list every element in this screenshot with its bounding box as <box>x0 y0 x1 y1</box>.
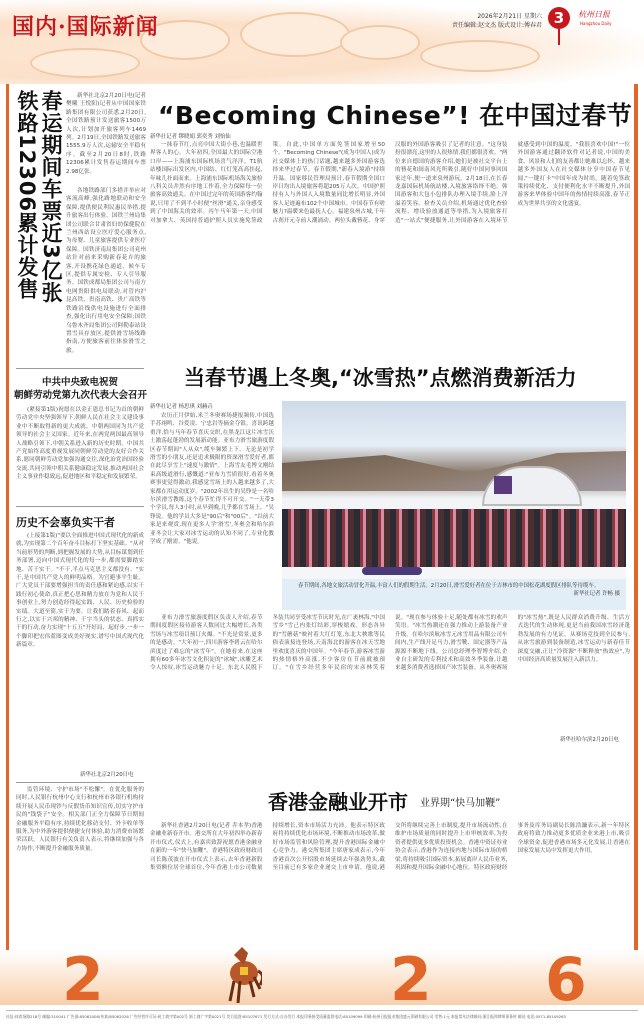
photo-caption <box>282 579 626 610</box>
divider <box>16 782 144 783</box>
crowd-of-skiers <box>282 509 626 567</box>
photo-caption-text: 春节期间,各地文旅活动冒化升温,丰富人们的假期生活。2月20日,滑雪爱好者在位于吉林市的中国松花湖度假区排队等待缆车。 <box>298 583 600 589</box>
footer-publication-info: 社址:体育场路218号 邮编:310041 广告部:85062006(传真)85062026 广告经营许可证:杭工商字第002号 浙工商广字第0021号 发行监督:85107671 发行方式:自办发行 本报印务接受质量监督电话:85109099 印刷:杭州日报报业集团盛元印刷有限公司 零售:1元 本报常年法律顾问:浙江振邦律师事务所 邮局 电话:0571-85109263 <box>6 1010 638 1020</box>
cloud-decoration <box>420 40 540 72</box>
lantern-tassel-icon <box>558 29 560 45</box>
newspaper-logo: 杭州日报 <box>578 10 610 19</box>
section-title: 国内·国际新闻 <box>12 14 159 40</box>
issue-date: 2026年2月21日 星期六 <box>477 13 542 20</box>
article2-byline: 新华社记者 杨思琪 刘赫垚 <box>150 404 213 410</box>
article1-byline: 新华社记者 缪晓娟 郭奕秀 刘怡仙 <box>150 134 231 140</box>
article2-dateline: 新华社哈尔滨2月20日电 <box>560 737 619 743</box>
article2-body-left: 农历正月伊始,米兰冬奥赛场捷报频传,中国选手苏翊鸣、谷爱凌、宁忠岩等摘金夺银。喜讯跨越重洋,恰与马年春节喜庆交织,在黑龙江这片冰雪沃土激荡起蓬勃的发展新动能。亚布力滑雪旅游度假区春节期间"人从众",缆车频繁上下。无论是初学滑雪的小朋友,还是追求极限的资深滑雪爱好者,都在此尽享雪上"速度与激情"。上海雪友毛博文刚结束高级道滑行,感慨道:"亚布力雪质很好,看着冬奥赛事更觉得激动,我感觉雪场上的人越来越多了,大家都在用运动度岁。"2002年出生的吴铮是一名哈尔滨滑雪教练,这个春节忙得不可开交。"一天带3个学员,每人3小时,从早到晚,几乎都在雪场上。"吴铮说。他的学员大多是"90后"和"00后"。"以前大家是来观赏,现在更多人学'滑雪',冬奥会和哈尔滨亚冬会让大家对冰雪运动的认知不同了,专业化教学成了刚需。"他说。 <box>150 413 274 546</box>
snowboard <box>362 567 422 575</box>
history-dateline: 新华社北京2月20日电 <box>80 772 134 778</box>
article1-headline: “Becoming Chinese”! 在中国过春节 <box>158 101 633 130</box>
rail-headline-col1: 铁路12306累计发售 <box>15 90 39 301</box>
cloud-decoration <box>30 48 140 78</box>
korea-article-body: (紧接第1版)祝愿在以金正恩总书记为首的朝鲜劳动党中央坚强领导下,朝鲜人民在社会主义建设事业中不断取得新的更大成就。中朝两国同为共产党领导的社会主义国家。近年来,在两党两国最高领导人战略引领下,中朝关系进入新的历史时期。中国共产党始终高度重视发展同朝鲜劳动党的友好合作关系,愿同朝鲜劳动党加强沟通交往,深化治党治国经验交流,共同引领中朝关系健康稳定发展,推动两国社会主义事业作稳致远,促进地区和平稳定和发展繁荣。 <box>16 407 144 481</box>
newspaper-logo-sub: Hangzhou Daily <box>580 21 612 26</box>
article1-body: 一抹春节红,点亮中国大街小巷,也温暖世界客人的心。大年初四,全国最大的国际空港口岸——上海浦东国际机场喜气洋洋。T1航站楼国际出发区内,中国结、红灯笼高高挂起,年味儿扑面而来。上海浦东国际机场海关旅检八科关员井然有序地工作着,全力保障每一位旅客高效通关。在中国过完年的英国游客约翰说,只用了不到半小时便"丝滑"通关,亲身感受到了中国海关的效率。丙午马年第一天,中国对加拿大、英国持普通护照人员实施免签政策。自此,中国单方面免签国家增至50个。"Becoming Chinese"(成为中国人)成为社交媒体上的热门话题,越来越多外国游客选择来华过春节。春节假期,"新春入境游"持续升温。国家移民管理局预计,春节假期全国口岸日均出入境旅客将超205万人次。中国护照持有人与外国人入境数量同比增长明显,外国客人足迹遍布102个中国城市。中国春节有啥魅力?温暖来色最抚人心。福建泉州古城,千年古刹开元寺前人潮涌动。两位头戴簪花、身穿汉服的外国游客吸引了记者的注意。"这身装扮很漂亮,这里的人很热情,我们都很喜欢。"两位来自德国的游客介绍,她们是被社交平台上的簪花和闽南风光所吸引,随好中国同事回国家过年,便一道来泉州游玩。2月18日,在长春龙嘉国际机场航站楼,入境旅客络绎不绝。韩国游客和大包小包排队办理入境手续,脸上洋溢着笑容。检查关员介绍,机场通过优化查验流程、增设验放通道等举措,为入境旅客打造"一站式"便捷服务,让外国游客在入境环节就感受到中国的温度。"我很喜欢中国!"一位外国游客通过翻译软件对记者说,中国的美食、风景和人们的友善都让她难以忘怀。越来越多外国友人在社交媒体分享中国春节见闻,"一键打卡"中国年成为时尚。随着免签政策持续优化、支付便利化水平不断提升,外国游客来华体验中国年的热情持续高涨,春节正成为世界共享的文化盛宴。 <box>150 142 630 224</box>
lift-station-sign <box>494 476 512 494</box>
horse-icon <box>222 945 262 1005</box>
divider <box>16 506 144 507</box>
rail-article-body-cont: 各地铁路部门多措并举应对客流高峰,强化路地联动和安全保障,提供便民利民惠民举措,提升旅客出行体验。国铁兰州局集团公司联合甘肃省妇幼保健院在兰州西站设立医疗爱心服务点,为母婴、儿童旅客提供专业医疗保障。国铁济南局集团公司兖州站针对前来采购新春花卉的旅客,开设携花绿色通道、候车专区,提供专属安检、专人引导服务。国铁成都局集团公司与南方电网贵阳供电局联动,对管内沪昆高铁、贵南高铁、贵广高铁等铁路沿线供电设施进行全面排查,强化出行用电安全保障;国铁乌鲁木齐局集团公司阿勒泰站设置雪具存放区,提供滑雪场线路指南,方便旅客前往体验滑雪之旅。 <box>66 188 146 354</box>
rail-article-body: 新华社北京2月20日电(记者 樊曦 王悦阳)记者从中国国家铁路集团有限公司获悉,2月20日,全国铁路预计发送旅客1500万人次,计划加开旅客列车1469列。2月19日,全国铁路发送旅客1555.9万人次,运输安全平稳有序。截至2月20日8时,铁路12306累计发售春运期间车票2.98亿张。 <box>66 93 146 175</box>
article2-body-bottom: 亚布力滑雪旅游度假区负责人介绍,春节期间度假区接待游客人数同比大幅增长,各类雪场与冰雪项目预订火爆。"不光是赏景,更多的是感动。"大年初一,四川游客李碧云在哈尔滨度过了难忘的"冰雪年"。在她看来,在这座拥有60多年冰雪文化积淀的"冰城",冰雕艺术令人惊叹,冰雪运动魅力十足。东北人民脱下冬装共同享受冰雪节庆时光,在广袤林海,"中国雪乡"雪己内张灯结彩,穿梭嬉戏。形态各异的"雪蘑菇"映衬着大红灯笼,东北大秧歌等民俗表演接连登场,天南海北的游客在冰天雪地里欢度喜庆的中国年。"今年春节,游客冰雪游的热情格外高涨,不少客房在节前就被预订。"在雪乡经营多年民宿的宋彦林笑着说。"现在参与体验十足,随处都有冰雪的欢声笑语。"冰雪热潮还在强力推动上游装备产业升级。在哈尔滨航冰雪元冰雪用品有限公司车间内,生产线开足马力,滑雪靴、固定器等产品源源不断地下线。公司总经理李智博介绍,企业自主研发的专利技术和高效冬季装备,让越来越多消费者选择国产冰雪装备。从冬奥赛场的"冰雪热",既是人民群众消费升级、生活方式迭代的生动体现,更是当前我国冰雪经济蓬勃发展的有力见证。从赛场竞技到全民参与,从冰雪旅游到装备制造,冰雪运动与新春佳节深度交融,正让"冷资源"不断释放"热效应",为中国经济高质量发展注入新活力。 <box>150 615 630 672</box>
year-digit: 2 <box>390 945 432 1015</box>
page-number-badge: 3 <box>548 7 570 29</box>
editors-credit: 责任编辑:赵文杰 版式设计:傅春君 <box>452 22 542 29</box>
year-digit: 2 <box>62 945 104 1015</box>
korea-article-title <box>14 376 146 402</box>
article3-headline: 香港金融业开市 <box>268 790 408 814</box>
photo-credit: 新华社记者 许畅 摄 <box>573 591 620 597</box>
divider <box>16 368 144 369</box>
page-border-right <box>634 84 638 964</box>
left-bottom-article-body: 监管环境、守护市场"不松懈"。在优化服务的同时,人民银行杭州中心支行和杭州市各银行机构持续开展人民币现钞与反假货币知识宣传,切实守护市民的"钱袋子"安全。相关部门正全力保障节日期间金融服务平稳有序,持续优化移动支付、外卡收单等服务,为中外游客提供便捷支付体验,助力消费市场繁荣活跃。人民银行有关负责人表示,将继续加强与各方协作,不断提升金融服务质量。 <box>16 787 144 852</box>
article3-subhead: 业界期“快马加鞭” <box>420 798 501 809</box>
history-article-body: (上接第1版)"要以全面推进中国式现代化的新成就,为实现第二个百年奋斗目标打下坚实基础。"从对当前形势的判断,到把握发展的大势,从目标谋划到任务部署,迈向中国式现代化的每一步,都需要脚踏实地、苦干实干。"不干,半点马克思主义都没有。"实干,是中国共产党人的鲜明品格。为官避事平生耻。广大党员干部要增强担当的责任感和紧迫感,以实干践行初心使命,真正把心思和精力放在为党和人民干事创业上,努力创造经得起实践、人民、历史检验的实绩。大道至简,实干为要。让我们踏着春风、起而行之,以实干兴邦的精神、干字当头的状态、真抓实干的行动,奋力实现"十五五"开好局、起好步,一步一个脚印把宏伟蓝图变成美好现实,谱写中国式现代化新篇章。 <box>16 533 144 649</box>
cloud-decoration <box>340 25 420 60</box>
page-border-left <box>6 84 9 964</box>
article2-headline: 当春节遇上冬奥,“冰雪热”点燃消费新活力 <box>184 366 577 390</box>
issue-date-info <box>432 12 542 30</box>
year-digit: 6 <box>545 945 587 1015</box>
article3-body: 新华社香港2月20日电(记者 乔本孝)香港金融业新春开市。港交所在大年初四举办新春开市仪式,仪式上,有嘉宾致辞祝愿香港金融业在新的一年"快马加鞭"。香港特区政府财政司司长陈茂波在开市仪式上表示,去年香港新股集资额位居全球首位,今年香港上市公司数量持续增长,资本市场活力充沛。他表示特区政府将持续优化市场环境,不断推动市场改革,做好市场监管和风险管理,提升香港国际金融中心竞争力。港交所集团主席唐家成表示,今年香港首次公开招股市场延续去年强劲势头,截至目前已有多家企业递交上市申请。他说,港交所将继续完善上市制度,提升市场流动性,在维护市场质量的同时提升上市审核效率,为投资者提供更多优质投资机会。香港中资证券业协会表示,香港作为连接内地与国际市场的桥梁,将持续吸引国际资本,拓展离岸人民币业务,巩固和提升国际金融中心地位。特区政府财经事务及库务局副局长陈浩濂表示,新一年特区政府将致力推动更多优质企业来港上市,吸引全球资金,促进香港市场多元化发展,让香港在国家发展大局中发挥更大作用。 <box>150 823 630 872</box>
korea-title-line1: 中共中央致电祝贺 <box>41 377 118 388</box>
rail-headline-col2: 春运期间车票近3亿张 <box>39 90 63 304</box>
history-article-title: 历史不会辜负实干者 <box>16 516 115 529</box>
ski-resort-photo <box>282 401 626 579</box>
cloud-decoration <box>240 12 350 57</box>
korea-title-line2: 朝鲜劳动党第九次代表大会召开 <box>14 390 148 401</box>
